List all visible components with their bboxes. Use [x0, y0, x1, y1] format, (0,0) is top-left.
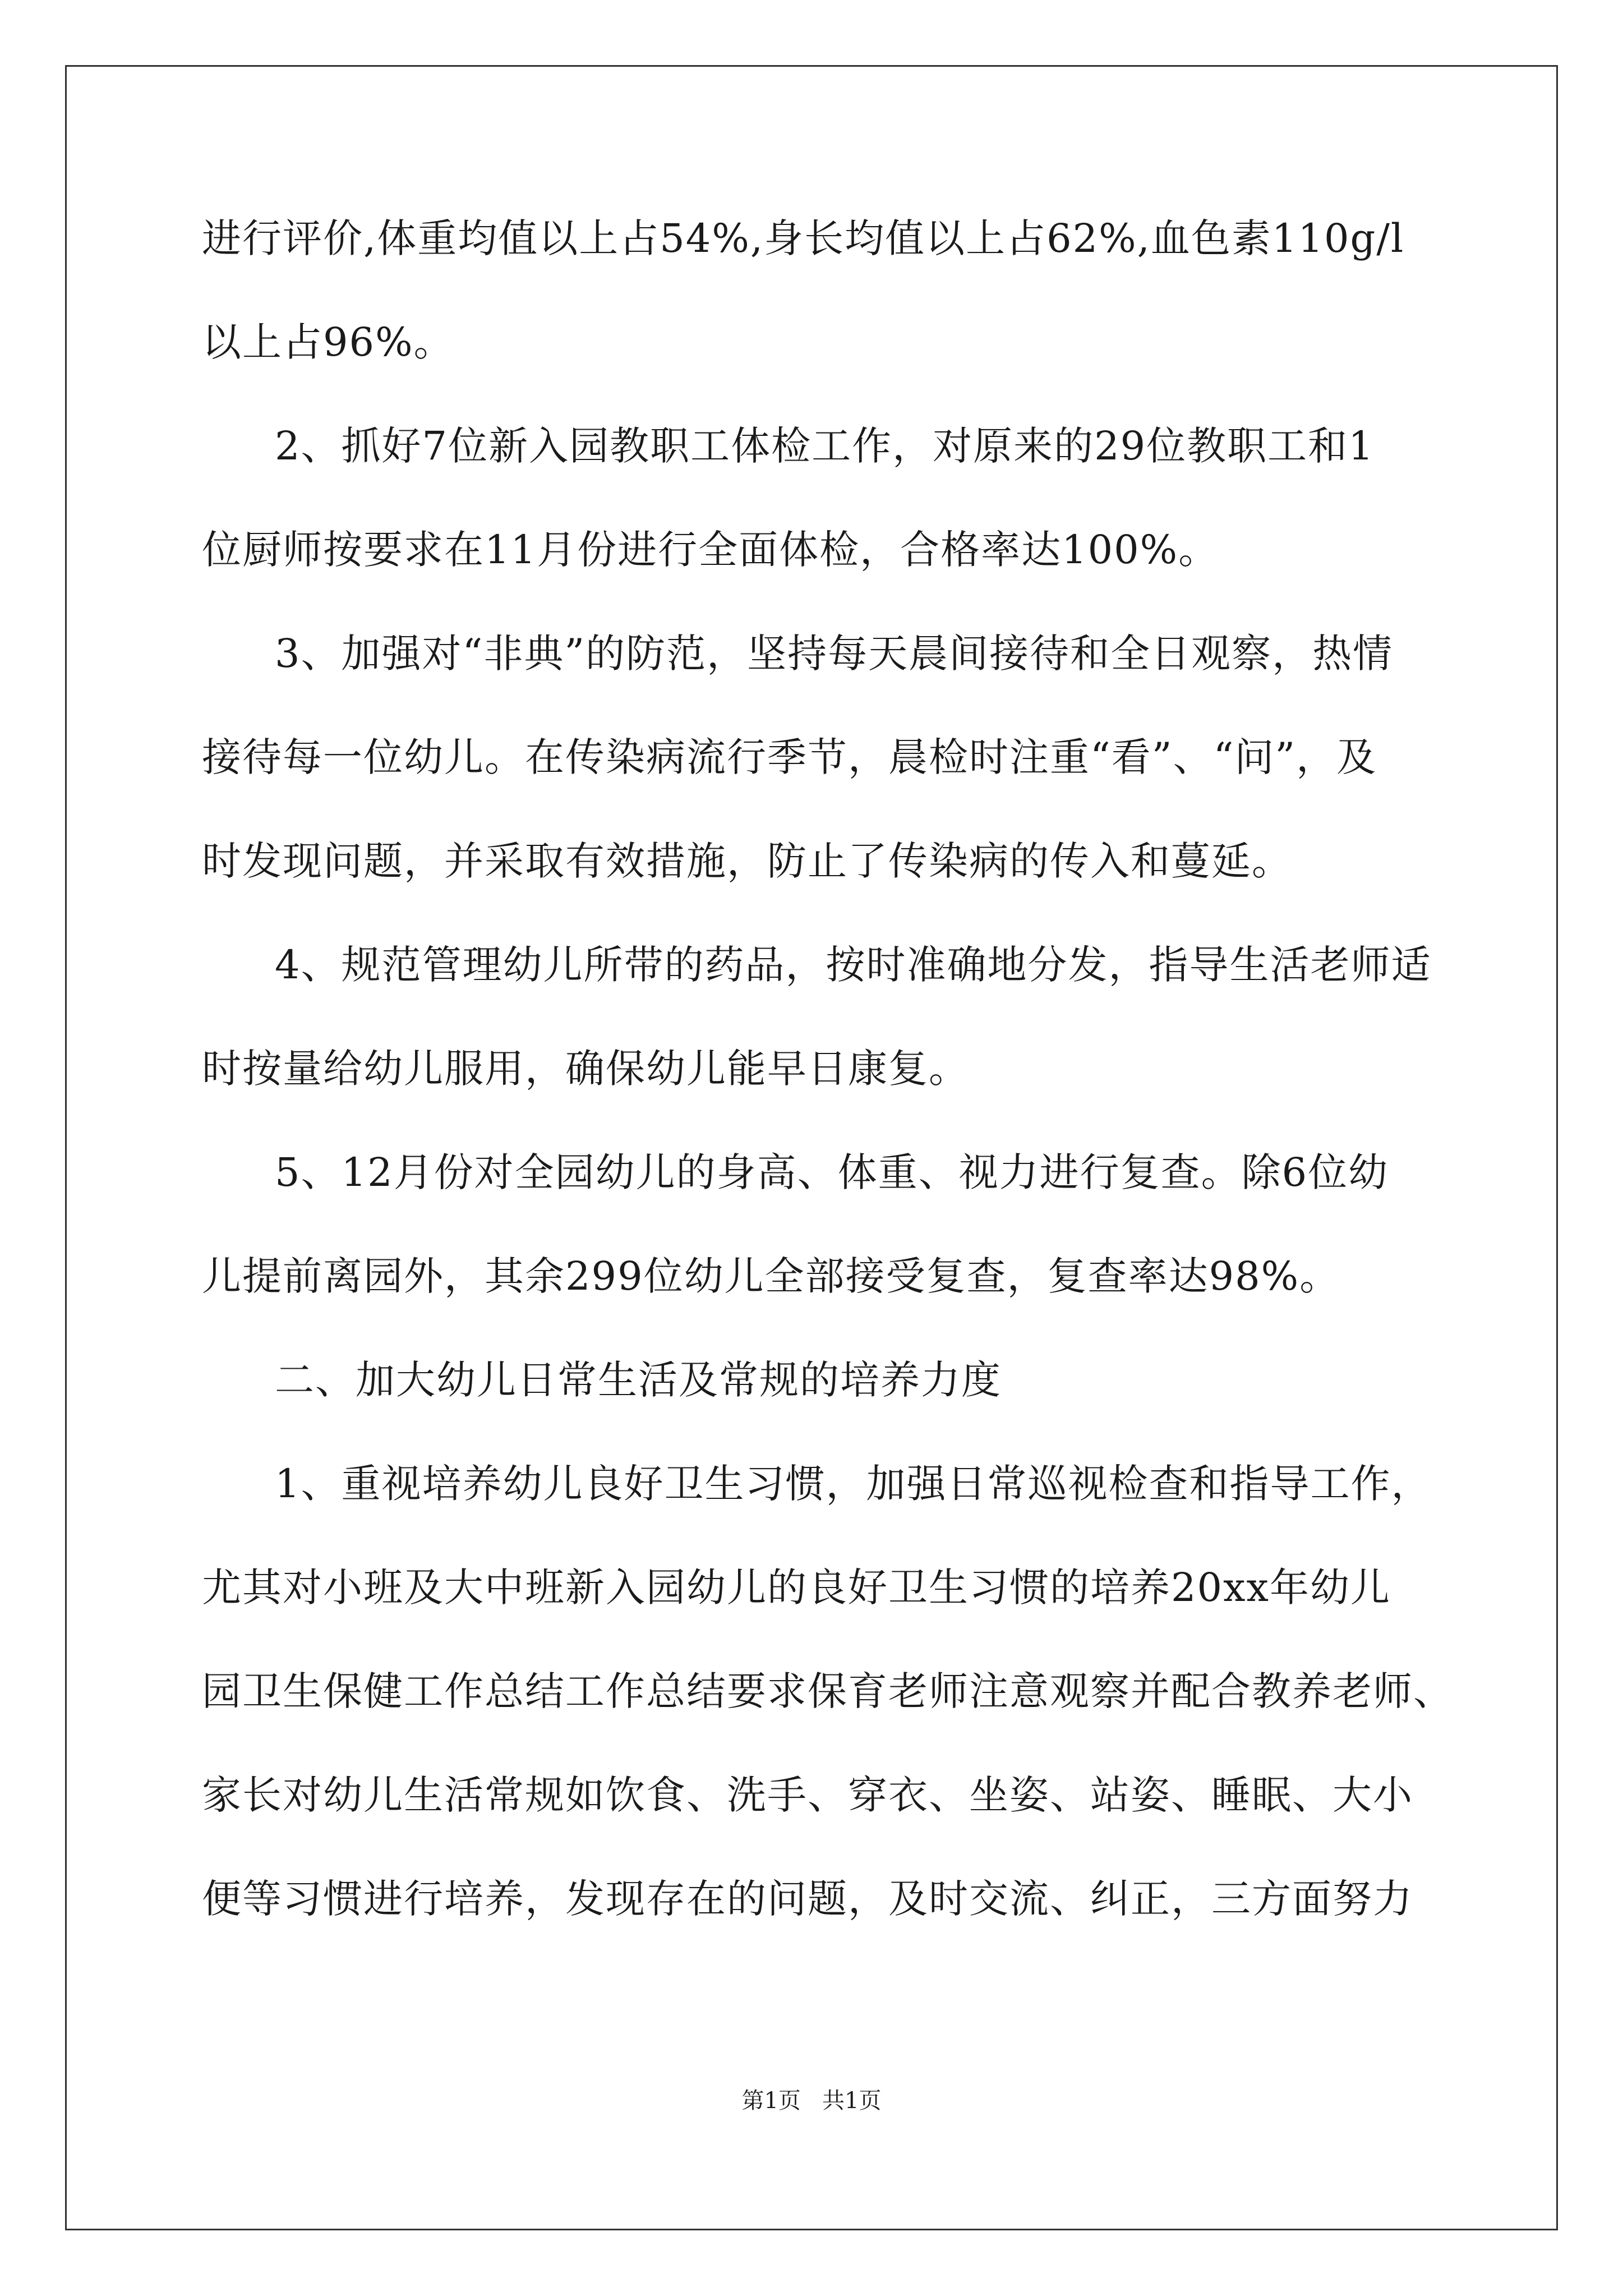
list-item-line: 3、加强对“非典”的防范，坚持每天晨间接待和全日观察，热情	[275, 631, 1394, 677]
text-line: 儿提前离园外，其余299位幼儿全部接受复查，复查率达98%。	[202, 1253, 1340, 1299]
text-line: 时按量给幼儿服用，确保幼儿能早日康复。	[202, 1046, 969, 1092]
list-item-line: 1、重视培养幼儿良好卫生习惯，加强日常巡视检查和指导工作，	[275, 1461, 1432, 1507]
list-item-line: 2、抓好7位新入园教职工体检工作，对原来的29位教职工和1	[275, 423, 1375, 469]
list-item-line: 5、12月份对全园幼儿的身高、体重、视力进行复查。除6位幼	[275, 1149, 1389, 1195]
text-line: 家长对幼儿生活常规如饮食、洗手、穿衣、坐姿、站姿、睡眠、大小	[202, 1772, 1413, 1818]
page-number: 第1页 共1页	[741, 2088, 882, 2114]
text-line: 园卫生保健工作总结工作总结要求保育老师注意观察并配合教养老师、	[202, 1668, 1454, 1714]
text-line: 时发现问题，并采取有效措施，防止了传染病的传入和蔓延。	[202, 838, 1292, 884]
text-line: 以上占96%。	[202, 319, 454, 365]
text-line: 位厨师按要求在11月份进行全面体检，合格率达100%。	[202, 527, 1219, 573]
text-line: 进行评价,体重均值以上占54%,身长均值以上占62%,血色素110g/l	[202, 215, 1405, 261]
text-line: 尤其对小班及大中班新入园幼儿的良好卫生习惯的培养20xx年幼儿	[202, 1565, 1391, 1611]
section-heading: 二、加大幼儿日常生活及常规的培养力度	[275, 1357, 1002, 1403]
text-line: 便等习惯进行培养，发现存在的问题，及时交流、纠正，三方面努力	[202, 1876, 1413, 1922]
list-item-line: 4、规范管理幼儿所带的药品，按时准确地分发，指导生活老师适	[275, 942, 1432, 988]
text-line: 接待每一位幼儿。在传染病流行季节，晨检时注重“看”、“问”，及	[202, 734, 1377, 780]
